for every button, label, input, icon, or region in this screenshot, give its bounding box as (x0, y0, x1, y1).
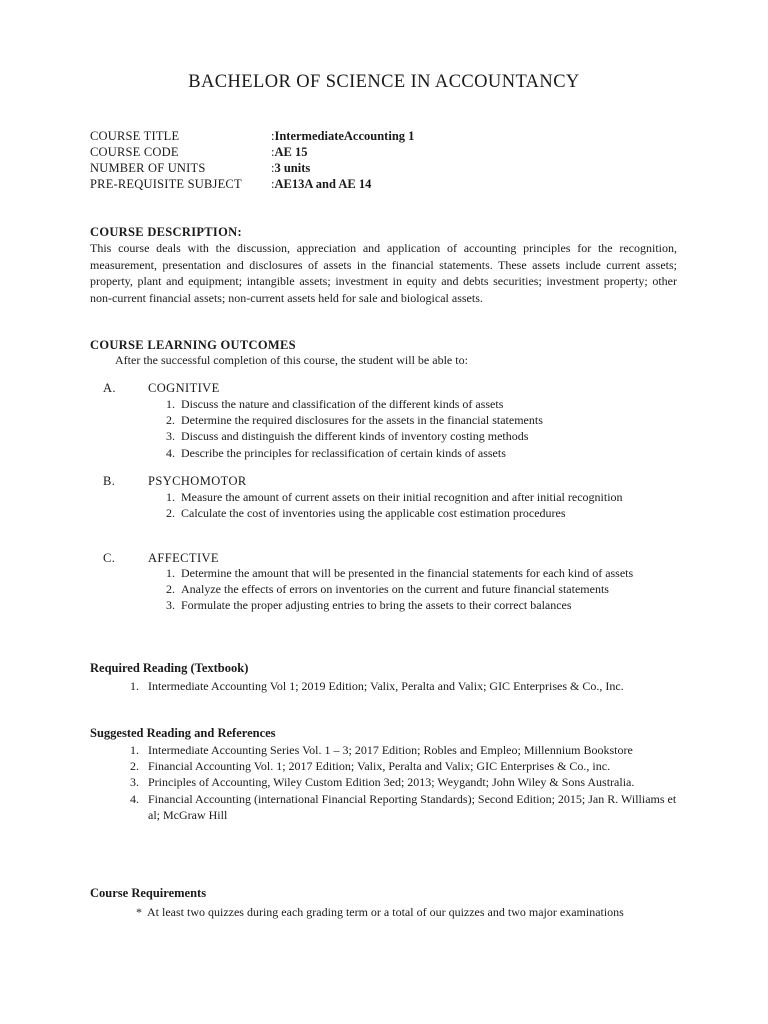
list-item: 1. Intermediate Accounting Series Vol. 1 – 3; 2017 Edition; Robles and Empleo; Millennium Bookstore (130, 743, 633, 757)
list-item: 1. Discuss the nature and classification of the different kinds of assets (166, 397, 504, 411)
section-letter: C. (103, 551, 116, 565)
course-description-heading: COURSE DESCRIPTION: (90, 225, 242, 239)
list-item: 3. Formulate the proper adjusting entries to bring the assets to their correct balances (166, 598, 572, 613)
course-requirements-list (136, 904, 676, 920)
course-title-label: COURSE TITLE (90, 129, 180, 143)
course-info (90, 128, 414, 192)
section-title: PSYCHOMOTOR (148, 474, 247, 488)
prerequisite-value: AE13A and AE 14 (274, 177, 372, 191)
affective-list (166, 565, 666, 614)
section-title: AFFECTIVE (148, 551, 219, 565)
prerequisite-label: PRE-REQUISITE SUBJECT (90, 177, 242, 191)
list-item: 1. Measure the amount of current assets on their initial recognition and after initial recognition (166, 490, 623, 504)
list-item: 2. Determine the required disclosures for the assets in the financial statements (166, 413, 543, 428)
course-code-label: COURSE CODE (90, 145, 179, 159)
required-reading-heading: Required Reading (Textbook) (90, 661, 249, 675)
course-description-text: This course deals with the discussion, appreciation and application of accounting principles for the recognition, measurement, presentation and disclosures of assets in the financial statements. These assets include current assets; property, plant and equipment; intangible assets; investment in equity and debts securities; investment property; other non-current financial assets; non-current assets held for sale and biological assets. (90, 241, 677, 305)
document-title: BACHELOR OF SCIENCE IN ACCOUNTANCY (188, 72, 580, 92)
list-item: 3. Discuss and distinguish the different kinds of inventory costing methods (166, 429, 529, 444)
list-item: 1. Determine the amount that will be presented in the financial statements for each kind of assets (166, 566, 634, 580)
course-requirements-heading: Course Requirements (90, 886, 207, 900)
psychomotor-list (166, 489, 666, 521)
course-code-value: AE 15 (274, 145, 308, 159)
list-item: 4. Describe the principles for reclassification of certain kinds of assets (166, 445, 506, 460)
section-title: COGNITIVE (148, 381, 220, 395)
course-title-row: COURSE TITLE : IntermediateAccounting 1 (90, 129, 415, 143)
list-item: 4. Financial Accounting (international Financial Reporting Standards); Second Edition; 2015; Jan R. Williams et al; McGraw Hill (130, 791, 677, 822)
list-item: 2. Analyze the effects of errors on inventories on the current and future financial statements (166, 582, 609, 597)
course-code-row: COURSE CODE : AE 15 (90, 145, 308, 159)
section-psychomotor-heading (103, 474, 247, 489)
cognitive-list (166, 396, 666, 461)
units-value: 3 units (274, 161, 311, 175)
learning-outcomes-heading: COURSE LEARNING OUTCOMES (90, 338, 296, 352)
section-letter: B. (103, 474, 116, 488)
suggested-reading-heading: Suggested Reading and References (90, 726, 276, 740)
section-affective-heading (103, 551, 219, 566)
suggested-reading-list (130, 742, 685, 823)
list-item: 2. Financial Accounting Vol. 1; 2017 Edition; Valix, Peralta and Valix; GIC Enterprises & Co., inc. (130, 759, 611, 774)
units-row: NUMBER OF UNITS : 3 units (90, 161, 311, 175)
required-reading-list (130, 678, 630, 694)
list-item: * At least two quizzes during each grading term or a total of our quizzes and two major examinations (136, 905, 624, 919)
course-title-value: IntermediateAccounting 1 (274, 129, 415, 143)
units-label: NUMBER OF UNITS (90, 161, 206, 175)
section-letter: A. (103, 381, 116, 395)
section-cognitive-heading (103, 381, 220, 396)
list-item: 1. Intermediate Accounting Vol 1; 2019 Edition; Valix, Peralta and Valix; GIC Enterprises & Co., Inc. (130, 679, 624, 693)
list-item: 3. Principles of Accounting, Wiley Custom Edition 3ed; 2013; Weygandt; John Wiley & Sons Australia. (130, 775, 635, 790)
prerequisite-row: PRE-REQUISITE SUBJECT : AE13A and AE 14 (90, 177, 372, 191)
learning-outcomes-intro: After the successful completion of this course, the student will be able to: (115, 353, 468, 367)
list-item: 2. Calculate the cost of inventories using the applicable cost estimation procedures (166, 506, 566, 521)
